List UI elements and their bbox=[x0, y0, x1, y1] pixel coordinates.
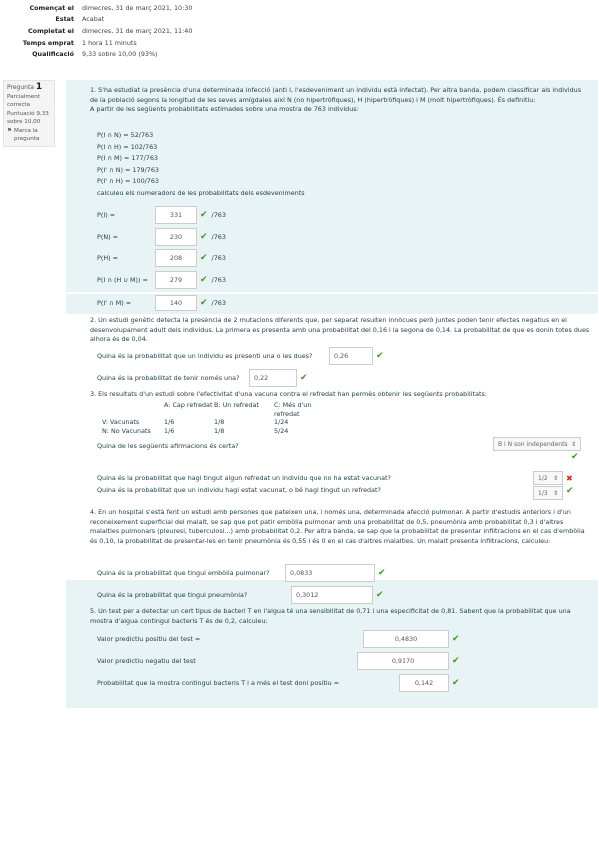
table-cell: V: Vacunats bbox=[102, 418, 140, 427]
summary-row-time bbox=[0, 37, 599, 49]
check-icon: ✔ bbox=[378, 568, 386, 578]
check-icon: ✔ bbox=[200, 232, 208, 242]
check-icon: ✔ bbox=[200, 253, 208, 263]
answer-row bbox=[97, 674, 460, 692]
answer-select[interactable] bbox=[533, 486, 563, 500]
table-header-cell: C: Més d'un refredat bbox=[274, 401, 312, 418]
question-label: Pregunta bbox=[7, 84, 34, 91]
answer-input[interactable]: 0,22 bbox=[249, 369, 297, 387]
answer-suffix: /763 bbox=[211, 233, 226, 241]
answer-row bbox=[97, 486, 574, 500]
answer-row bbox=[97, 471, 573, 485]
answer-label: Quina és la probabilitat que hagi tingut algun refredat un individu que no ha estat vacunat? bbox=[97, 474, 391, 482]
select-answer bbox=[493, 437, 581, 451]
table-cell: 1/8 bbox=[214, 418, 225, 427]
answer-suffix: /763 bbox=[211, 254, 226, 262]
answer-label: P(I ∩ (H ∪ M)) = bbox=[97, 276, 148, 284]
answer-label: P(I' ∩ M) = bbox=[97, 299, 132, 307]
answer-select[interactable] bbox=[533, 471, 563, 485]
answer-label: P(I) = bbox=[97, 211, 116, 219]
select-feedback bbox=[568, 452, 579, 462]
answer-row bbox=[97, 347, 384, 365]
check-icon: ✔ bbox=[452, 678, 460, 688]
chevron-updown-icon: ⇕ bbox=[552, 474, 558, 482]
question-score: Puntuació 9,33 sobre 10,00 bbox=[7, 110, 49, 125]
answer-row bbox=[97, 206, 226, 224]
summary-value: Acabat bbox=[82, 15, 105, 24]
answer-input[interactable]: 0,9170 bbox=[357, 652, 449, 670]
answer-input[interactable]: 230 bbox=[155, 228, 197, 246]
flag-question-link[interactable] bbox=[7, 127, 51, 144]
answer-row bbox=[97, 652, 460, 670]
answer-input[interactable]: 208 bbox=[155, 249, 197, 267]
check-icon: ✔ bbox=[200, 275, 208, 285]
summary-row-grade bbox=[0, 48, 599, 60]
check-icon: ✔ bbox=[571, 452, 579, 462]
answer-suffix: /763 bbox=[211, 211, 226, 219]
answer-input[interactable]: 0,142 bbox=[399, 674, 449, 692]
question-1-data-intro: A partir de les següents probabilitats estimades sobre una mostra de 763 individus: bbox=[90, 105, 359, 114]
summary-value: dimecres, 31 de març 2021, 11:40 bbox=[82, 26, 193, 35]
answer-row bbox=[97, 249, 226, 267]
question-3-text: 3. Els resultats d'un estudi sobre l'efectivitat d'una vacuna contra el refredat han permès obtenir les següents probabilitats: bbox=[90, 390, 487, 398]
summary-label: Qualificació bbox=[32, 50, 74, 59]
table-header-cell bbox=[102, 401, 164, 418]
question-info bbox=[3, 80, 55, 147]
select-value: 1/2 bbox=[538, 474, 548, 482]
summary-value: dimecres, 31 de març 2021, 10:30 bbox=[82, 3, 193, 12]
summary-row-completed bbox=[0, 25, 599, 37]
answer-input[interactable]: 0,4830 bbox=[363, 630, 449, 648]
table-cell: 1/6 bbox=[164, 418, 175, 427]
question-status: Parcialment correcta bbox=[7, 93, 40, 108]
question-4-text: 4. En un hospital s'està fent un estudi amb persones que pateixen una, i només una, determinada afecció pulmonar. A partir d'estudis anteriors i d'un reconeixement superficial del malalt, se sap que pot patir embòlia pulmonar amb una probabilitat de 0,5, pneumònia amb probabilitat 0,3 i d'altres malalties pulmonars (pleuresi, tuberculosi...) amb probabilitat 0,2. Per altra banda, se sap que la probabilitat de presentar infiltracions en el cas d'embòlia és 0,10, la probabilitat de presentar-les en tenir pneumònia és 0,55 i és 0 en el cas d'altres malalties. Un malalt presenta infiltracions, calculeu: bbox=[90, 508, 585, 545]
probability-line: P(I ∩ N) = 52/763 bbox=[97, 131, 154, 139]
table-row bbox=[102, 418, 334, 427]
check-icon: ✔ bbox=[200, 210, 208, 220]
answer-label: Valor predictiu positiu del test = bbox=[97, 635, 201, 643]
summary-row-started bbox=[0, 2, 599, 14]
answer-row bbox=[97, 271, 226, 289]
check-icon: ✔ bbox=[376, 351, 384, 361]
answer-input[interactable]: 140 bbox=[155, 295, 197, 311]
answer-select[interactable] bbox=[493, 437, 581, 451]
select-value: B i N son independents bbox=[498, 440, 568, 448]
check-icon: ✔ bbox=[200, 298, 208, 308]
summary-label: Estat bbox=[55, 15, 74, 24]
answer-input[interactable]: 279 bbox=[155, 271, 197, 289]
answer-label: Valor predictiu negatiu del test bbox=[97, 657, 196, 665]
table-cell: 1/8 bbox=[214, 426, 225, 435]
probability-table bbox=[102, 401, 334, 435]
question-2-text: 2. Un estudi genètic detecta la presència de 2 mutacions diferents que, per separat resulten innòcues però juntes poden tenir efectes negatius en el desenvolupament adult dels individus. La primera es presenta amb una probabilitat del 0,16 i la segona de 0,14. La probabilitat de que es donin totes dues alhora és de 0,04. bbox=[90, 316, 590, 344]
flag-icon: ⚑ bbox=[7, 127, 13, 134]
table-cell: 5/24 bbox=[274, 426, 289, 435]
answer-input[interactable]: 0,26 bbox=[329, 347, 373, 365]
answer-label: Quina és la probabilitat de tenir només una? bbox=[97, 374, 240, 382]
check-icon: ✔ bbox=[452, 634, 460, 644]
probability-line: P(I' ∩ H) = 100/763 bbox=[97, 177, 159, 186]
answer-suffix: /763 bbox=[211, 276, 226, 284]
attempt-summary bbox=[0, 2, 599, 60]
question-5-text: 5. Un test per a detectar un cert tipus de bacteri T en l'aigua té una sensibilitat de 0,71 i una especificitat de 0,81. Sabent que la probabilitat que una mostra d'aigua contingui bacteris T és de 0,2, calculeu: bbox=[90, 607, 571, 625]
summary-label: Temps emprat bbox=[22, 38, 74, 47]
check-icon: ✔ bbox=[376, 590, 384, 600]
select-question-row bbox=[97, 442, 239, 450]
question-1-intro: 1. S'ha estudiat la presència d'una determinada infecció (anti I, l'esdeveniment un individu està infectat). Per altra banda, podem classificar als individus de la població segons la longitud de les seves amígdales així N (no hipertròfiques), H (hipertròfiques) i M (molt hipertròfiques). És definitiu: bbox=[90, 86, 582, 104]
select-value: 1/3 bbox=[538, 489, 548, 497]
answer-label: Quina és la probabilitat que tingui embòlia pulmonar? bbox=[97, 569, 270, 577]
probability-line: P(I' ∩ N) = 179/763 bbox=[97, 165, 159, 174]
answer-row bbox=[97, 295, 226, 311]
answer-row bbox=[97, 586, 384, 604]
probability-line: P(I ∩ M) = 177/763 bbox=[97, 154, 158, 163]
question-1-text bbox=[90, 86, 590, 115]
table-header-cell: A: Cap refredat bbox=[164, 401, 213, 409]
probability-line: P(I ∩ H) = 102/763 bbox=[97, 142, 158, 151]
answer-row bbox=[97, 630, 460, 648]
answer-row bbox=[97, 228, 226, 246]
answer-input[interactable]: 331 bbox=[155, 206, 197, 224]
answer-input[interactable]: 0,3012 bbox=[291, 586, 373, 604]
answer-input[interactable]: 0,0833 bbox=[285, 564, 375, 582]
question-1-calc-instruction: calculeu els numeradors de les probabilitats dels esdeveniments bbox=[97, 188, 305, 197]
table-header-cell: B: Un refredat bbox=[214, 401, 259, 409]
answer-label: Probabilitat que la mostra contingui bacteris T i a més el test doni positiu = bbox=[97, 679, 340, 687]
flag-label: Marca la pregunta bbox=[14, 127, 40, 142]
summary-value: 1 hora 11 minuts bbox=[82, 38, 137, 47]
question-1-probabilities bbox=[97, 130, 597, 200]
summary-row-state bbox=[0, 14, 599, 26]
summary-label: Començat el bbox=[29, 3, 74, 12]
check-icon: ✔ bbox=[452, 656, 460, 666]
table-cell: N: No Vacunats bbox=[102, 426, 151, 435]
question-number-value: 1 bbox=[35, 82, 43, 92]
answer-label: P(H) = bbox=[97, 254, 119, 262]
answer-row bbox=[97, 369, 308, 387]
answer-label: Quina és la probabilitat que un individu es presenti una o les dues? bbox=[97, 352, 313, 360]
answer-suffix: /763 bbox=[211, 299, 226, 307]
check-icon: ✔ bbox=[566, 486, 574, 496]
select-question-label: Quina de les següents afirmacions és certa? bbox=[97, 442, 239, 450]
summary-label: Completat el bbox=[27, 26, 74, 35]
chevron-updown-icon: ⇕ bbox=[570, 440, 576, 448]
table-row bbox=[102, 427, 334, 436]
chevron-updown-icon: ⇕ bbox=[552, 489, 558, 497]
cross-icon: ✖ bbox=[566, 473, 573, 483]
table-header-row bbox=[102, 401, 334, 418]
answer-label: Quina és la probabilitat que tingui pneumònia? bbox=[97, 591, 248, 599]
check-icon: ✔ bbox=[300, 373, 308, 383]
table-cell: 1/24 bbox=[274, 418, 289, 427]
summary-value: 9,33 sobre 10,00 (93%) bbox=[82, 50, 158, 59]
answer-label: Quina és la probabilitat que un individu hagi estat vacunat, o bé hagi tingut un refredat? bbox=[97, 486, 381, 494]
question-number bbox=[7, 83, 51, 93]
answer-row bbox=[97, 564, 386, 582]
table-cell: 1/6 bbox=[164, 426, 175, 435]
answer-label: P(N) = bbox=[97, 233, 119, 241]
